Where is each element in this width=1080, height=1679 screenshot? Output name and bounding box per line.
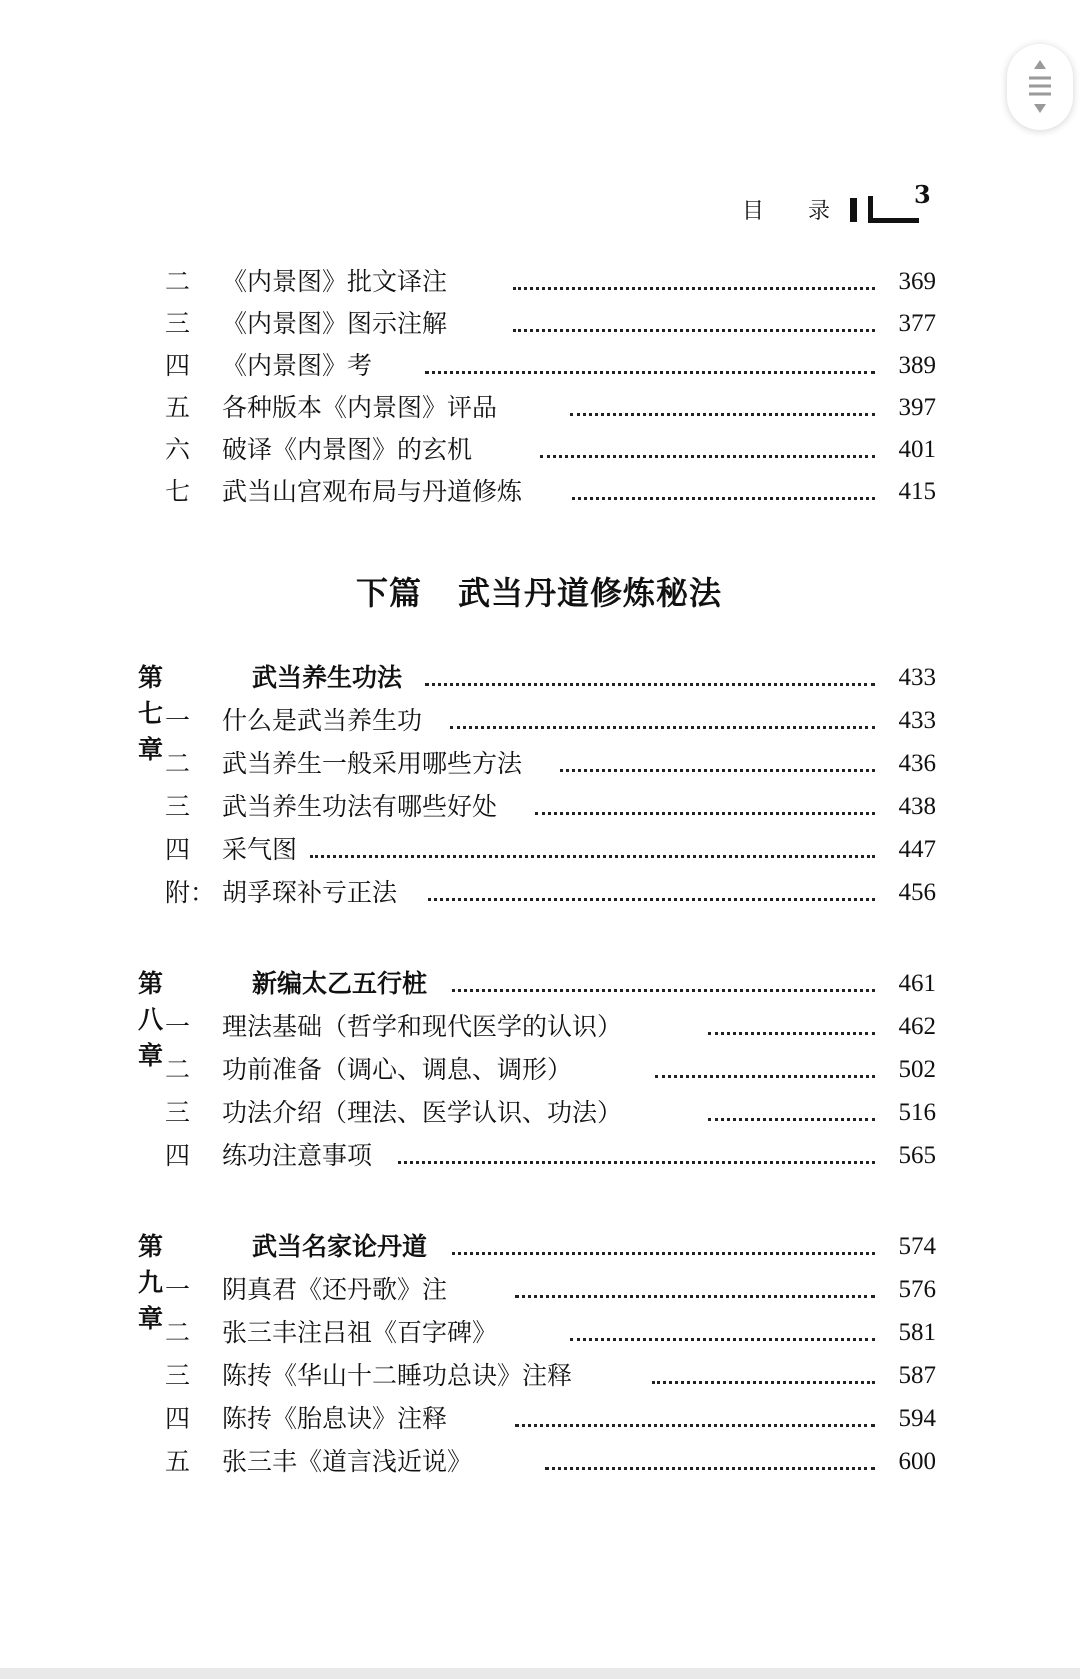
entry-number: 七 [165,477,191,506]
entry-number: 四 [165,835,191,864]
dot-leader [398,1161,875,1164]
entry-number: 四 [165,351,191,380]
dot-leader [572,497,875,500]
entry-number: 五 [165,1447,191,1476]
entry-page: 462 [898,1013,936,1040]
entry-title: 《内景图》批文译注 [222,267,448,296]
entry-page: 415 [898,478,936,505]
dot-leader [425,683,875,686]
entry-page: 377 [898,310,936,337]
entry-page: 594 [898,1405,936,1432]
entry-title: 破译《内景图》的玄机 [222,435,473,464]
dot-leader [425,371,875,374]
dot-leader [708,1032,875,1035]
running-head-bracket [868,196,919,223]
dot-leader [310,855,875,858]
entry-title: 《内景图》图示注解 [222,309,448,338]
dot-leader [428,898,875,901]
dot-leader [545,1467,875,1470]
entry-title: 功前准备（调心、调息、调形） [222,1055,573,1084]
entry-title: 阴真君《还丹歌》注 [222,1275,448,1304]
dot-leader [540,455,875,458]
entry-number: 五 [165,393,191,422]
entry-page: 516 [898,1099,936,1126]
entry-number: 一 [165,1275,191,1304]
entry-page: 461 [898,970,936,997]
entry-number: 三 [165,309,191,338]
entry-title: 《内景图》考 [222,351,373,380]
dot-leader [560,769,875,772]
entry-page: 389 [898,352,936,379]
entry-title: 陈抟《华山十二睡功总诀》注释 [222,1361,573,1390]
running-head-label: 目 录 [742,199,831,224]
page-number: 3 [914,180,931,209]
entry-number: 二 [165,1318,191,1347]
entry-title: 功法介绍（理法、医学认识、功法） [222,1098,623,1127]
entry-title: 武当山宫观布局与丹道修炼 [222,477,523,506]
entry-number: 一 [165,706,191,735]
entry-title: 练功注意事项 [222,1141,373,1170]
entry-title: 采气图 [222,835,298,864]
dot-leader [513,287,875,290]
chapter-number: 第九章 [138,1232,164,1333]
dot-leader [708,1118,875,1121]
entry-title: 胡孚琛补亏正法 [222,878,398,907]
entry-page: 565 [898,1142,936,1169]
entry-page: 433 [898,664,936,691]
chapter-title: 武当养生功法 [252,663,403,692]
entry-number: 附： [165,878,216,907]
dot-leader [652,1381,875,1384]
entry-page: 576 [898,1276,936,1303]
entry-page: 574 [898,1233,936,1260]
dot-leader [513,329,875,332]
dot-leader [655,1075,875,1078]
entry-title: 武当养生功法有哪些好处 [222,792,498,821]
entry-number: 六 [165,435,191,464]
chapter-title: 新编太乙五行桩 [252,969,428,998]
entry-title: 理法基础（哲学和现代医学的认识） [222,1012,623,1041]
scroll-arrows-icon [1007,44,1073,130]
entry-number: 二 [165,267,191,296]
dot-leader [515,1295,875,1298]
entry-page: 581 [898,1319,936,1346]
dot-leader [570,413,875,416]
chapter-number: 第七章 [138,663,164,764]
entry-title: 武当养生一般采用哪些方法 [222,749,523,778]
scroll-handle[interactable] [1007,44,1073,130]
chapter-number: 第八章 [138,969,164,1070]
entry-title: 张三丰《道言浅近说》 [222,1447,473,1476]
entry-number: 三 [165,1361,191,1390]
entry-page: 369 [898,268,936,295]
entry-number: 一 [165,1012,191,1041]
entry-page: 433 [898,707,936,734]
dot-leader [515,1424,875,1427]
entry-page: 436 [898,750,936,777]
entry-number: 四 [165,1141,191,1170]
entry-page: 600 [898,1448,936,1475]
entry-title: 各种版本《内景图》评品 [222,393,498,422]
entry-page: 447 [898,836,936,863]
entry-title: 张三丰注吕祖《百字碑》 [222,1318,498,1347]
entry-title: 陈抟《胎息诀》注释 [222,1404,448,1433]
running-head-bar [850,198,857,222]
entry-page: 397 [898,394,936,421]
entry-page: 456 [898,879,936,906]
entry-page: 502 [898,1056,936,1083]
bottom-edge [0,1668,1080,1679]
entry-number: 二 [165,1055,191,1084]
entry-number: 二 [165,749,191,778]
entry-page: 401 [898,436,936,463]
dot-leader [452,989,875,992]
part-label: 下篇 [356,574,423,612]
chapter-title: 武当名家论丹道 [252,1232,428,1261]
entry-number: 三 [165,1098,191,1127]
dot-leader [452,1252,875,1255]
dot-leader [450,726,875,729]
dot-leader [570,1338,875,1341]
entry-page: 438 [898,793,936,820]
entry-number: 三 [165,792,191,821]
part-heading [356,568,722,614]
dot-leader [535,812,875,815]
entry-number: 四 [165,1404,191,1433]
entry-page: 587 [898,1362,936,1389]
part-title: 武当丹道修炼秘法 [458,574,723,612]
entry-title: 什么是武当养生功 [222,706,423,735]
